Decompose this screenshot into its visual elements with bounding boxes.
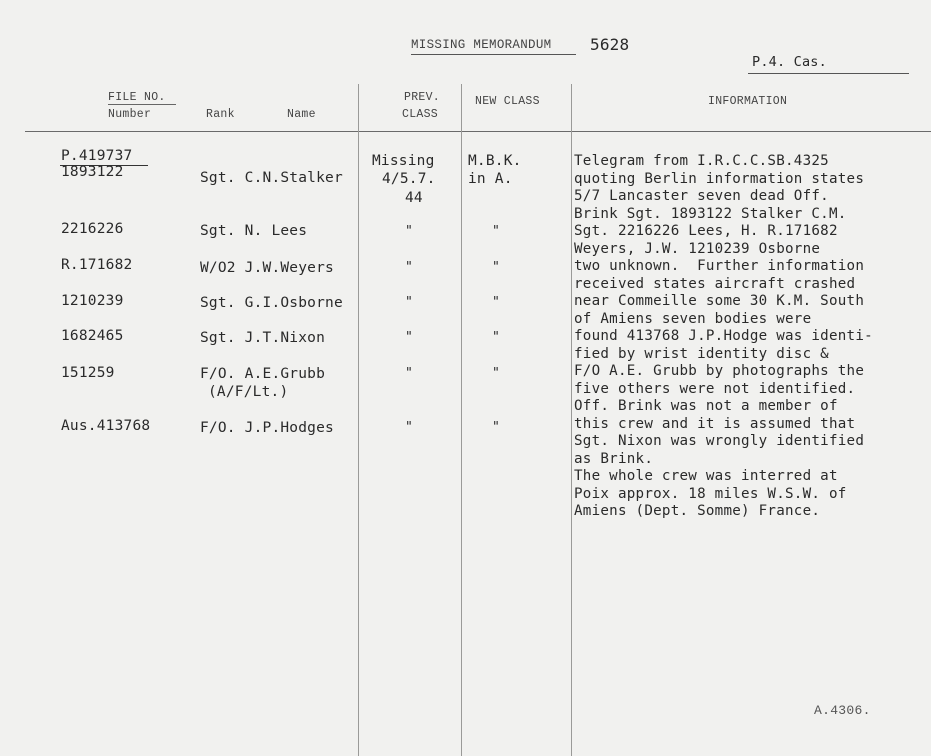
information-line: F/O A.E. Grubb by photographs the (574, 363, 865, 379)
ditto-mark: " (492, 260, 501, 275)
ditto-mark: " (405, 260, 414, 275)
rank-name: F/O. A.E.Grubb (200, 366, 326, 382)
information-line: near Commeille some 30 K.M. South (574, 293, 865, 309)
prev-class-date: 4/5.7. (382, 171, 436, 187)
information-line: Sgt. Nixon was wrongly identified (574, 433, 865, 449)
information-line: Brink Sgt. 1893122 Stalker C.M. (574, 205, 847, 222)
ditto-mark: " (405, 366, 414, 381)
rank-name: W/O2 J.W.Weyers (200, 260, 334, 276)
rank-name: Sgt. G.I.Osborne (200, 295, 343, 311)
information-line: this crew and it is assumed that (574, 415, 856, 432)
header-class: CLASS (402, 108, 439, 121)
information-line: Poix approx. 18 miles W.S.W. of (574, 485, 847, 502)
column-divider-name (358, 84, 359, 756)
information-line: fied by wrist identity disc & (574, 345, 829, 362)
memo-title: MISSING MEMORANDUM (411, 38, 552, 52)
information-line: as Brink. (574, 450, 654, 467)
column-divider-new (571, 84, 572, 756)
information-line: Sgt. 2216226 Lees, H. R.171682 (574, 223, 838, 239)
ditto-mark: " (405, 224, 414, 239)
header-rank: Rank (206, 108, 235, 121)
rank-name: F/O. J.P.Hodges (200, 420, 334, 436)
ditto-mark: " (405, 330, 414, 345)
new-class: M.B.K. (468, 153, 522, 169)
new-class-suffix: in A. (468, 171, 513, 187)
file-no-underline (108, 104, 176, 105)
information-line: Weyers, J.W. 1210239 Osborne (574, 240, 821, 257)
information-line: Off. Brink was not a member of (574, 398, 838, 414)
service-number: 1682465 (61, 328, 124, 344)
title-underline (411, 54, 576, 55)
service-number: 1210239 (61, 293, 124, 309)
ditto-mark: " (405, 295, 414, 310)
acting-rank: (A/F/Lt.) (208, 384, 289, 400)
information-line: two unknown. Further information (574, 258, 865, 274)
header-name: Name (287, 108, 316, 121)
information-line: 5/7 Lancaster seven dead Off. (574, 188, 829, 204)
header-rule (25, 131, 931, 132)
rank-name: Sgt. C.N.Stalker (200, 170, 343, 186)
prev-class-year: 44 (405, 190, 423, 206)
service-number: 1893122 (61, 164, 124, 180)
information-line: received states aircraft crashed (574, 275, 856, 292)
ditto-mark: " (492, 420, 501, 435)
header-prev: PREV. (404, 91, 441, 104)
information-line: Amiens (Dept. Somme) France. (574, 503, 821, 519)
ditto-mark: " (405, 420, 414, 435)
department-code: P.4. Cas. (752, 54, 827, 70)
ditto-mark: " (492, 330, 501, 345)
service-number: 151259 (61, 365, 115, 381)
header-new-class: NEW CLASS (475, 95, 540, 108)
header-file-no: FILE NO. (108, 91, 166, 104)
prev-class: Missing (372, 153, 435, 169)
header-number: Number (108, 108, 152, 121)
information-line: Telegram from I.R.C.C.SB.4325 (574, 153, 829, 169)
column-divider-prev (461, 84, 462, 756)
department-underline (748, 73, 909, 74)
ditto-mark: " (492, 295, 501, 310)
service-number: R.171682 (61, 257, 133, 273)
information-line: five others were not identified. (574, 380, 856, 397)
service-number: 2216226 (61, 221, 124, 237)
rank-name: Sgt. N. Lees (200, 223, 308, 239)
information-line: of Amiens seven bodies were (574, 310, 812, 327)
ditto-mark: " (492, 366, 501, 381)
file-number: P.419737 (61, 148, 133, 164)
information-line: The whole crew was interred at (574, 468, 838, 484)
form-number: A.4306. (814, 703, 871, 718)
memo-number: 5628 (590, 35, 630, 54)
ditto-mark: " (492, 224, 501, 239)
header-information: INFORMATION (708, 95, 788, 108)
information-line: quoting Berlin information states (574, 170, 865, 187)
information-line: found 413768 J.P.Hodge was identi- (574, 328, 873, 344)
rank-name: Sgt. J.T.Nixon (200, 330, 326, 346)
service-number: Aus.413768 (61, 418, 151, 434)
